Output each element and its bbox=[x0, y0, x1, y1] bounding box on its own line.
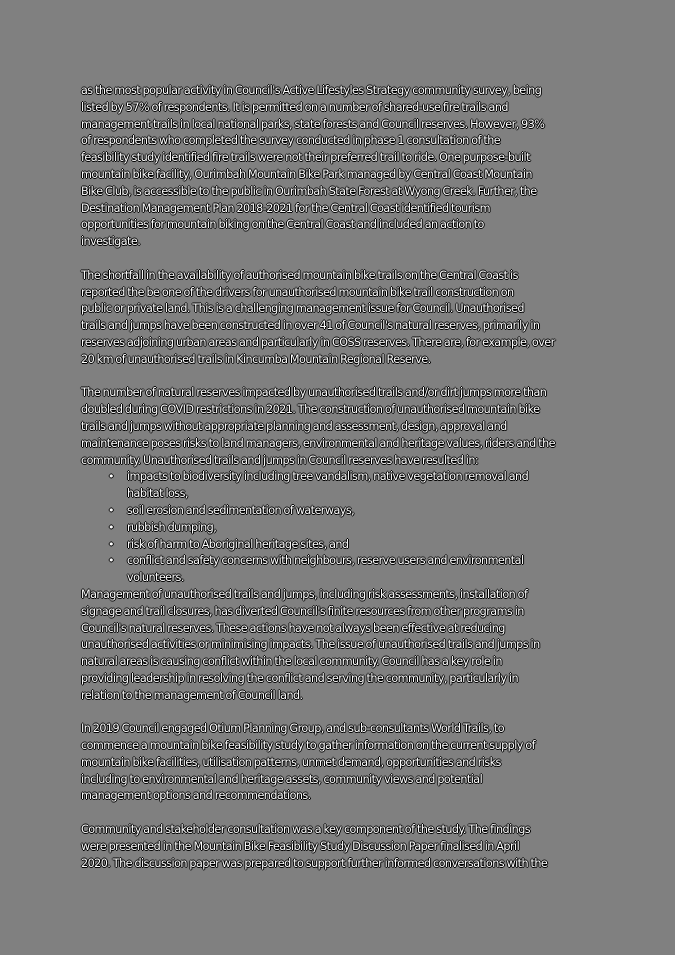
text-line: 20 km of unauthorised trails in Kincumba Mountain Regional Reserve. bbox=[81, 352, 431, 366]
text-line: community. Unauthorised trails and jumps in Council reserves have resulted in: bbox=[81, 453, 479, 467]
text-line: trails and jumps have been constructed in over 41 of Council's natural reserves, primarily in bbox=[81, 319, 540, 333]
list-item bbox=[108, 553, 601, 587]
text-line: rubbish dumping, bbox=[127, 520, 217, 534]
text-line: Council's natural reserves. These actions have not always been effective at reducing bbox=[81, 621, 505, 635]
paragraph-consultation bbox=[81, 822, 601, 872]
text-line: management trails in local national parks, state forests and Council reserves. However, 93% bbox=[81, 117, 545, 131]
text-line: relation to the management of Council land. bbox=[81, 688, 303, 702]
list-item bbox=[108, 520, 601, 537]
text-line: Destination Management Plan 2018-2021 for the Central Coast identified tourism bbox=[81, 201, 490, 215]
text-line: In 2019 Council engaged Otium Planning Group, and sub-consultants World Trails, to bbox=[81, 722, 504, 736]
text-line: reserves adjoining urban areas and particularly in COSS reserves. There are, for example, over bbox=[81, 335, 555, 349]
text-line: were presented in the Mountain Bike Feasibility Study Discussion Paper finalised in April bbox=[81, 839, 520, 853]
impacts-bullet-list bbox=[81, 469, 601, 587]
text-line: investigate. bbox=[81, 235, 141, 249]
text-line: trails and jumps without appropriate planning and assessment, design, approval and bbox=[81, 419, 507, 433]
bullet-icon: • bbox=[108, 503, 114, 517]
text-line: 2020. The discussion paper was prepared to support further informed conversations with the bbox=[81, 856, 548, 870]
text-line: including to environmental and heritage assets, community views and potential bbox=[81, 772, 483, 786]
list-item bbox=[108, 469, 601, 503]
paragraph-feasibility-study bbox=[81, 721, 601, 805]
text-line: management options and recommendations. bbox=[81, 789, 311, 803]
text-line: unauthorised activities or minimising impacts. The issue of unauthorised trails and jumps in bbox=[81, 638, 540, 652]
text-line: The number of natural reserves impacted by unauthorised trails and/or dirt jumps more than bbox=[81, 386, 547, 400]
text-line: The shortfall in the availability of authorised mountain bike trails on the Central Coast is bbox=[81, 268, 518, 282]
text-line: maintenance poses risks to land managers, environmental and heritage values, riders and the bbox=[81, 436, 555, 450]
list-item bbox=[108, 503, 601, 520]
text-line: volunteers. bbox=[127, 571, 184, 585]
text-line: natural areas is causing conflict within the local community. Council has a key role in bbox=[81, 655, 502, 669]
text-line: public or private land. This is a challenging management issue for Council. Unauthorised bbox=[81, 302, 524, 316]
paragraph-management-issues bbox=[81, 587, 601, 705]
text-line: habitat loss, bbox=[127, 487, 188, 501]
document-page bbox=[81, 83, 601, 889]
text-line: commence a mountain bike feasibility study to gather information on the current supply of bbox=[81, 739, 536, 753]
bullet-icon: • bbox=[108, 554, 114, 568]
text-line: doubled during COVID restrictions in 2021. The construction of unauthorised mountain bike bbox=[81, 403, 540, 417]
text-line: soil erosion and sedimentation of waterways, bbox=[127, 503, 355, 517]
text-line: opportunities for mountain biking on the Central Coast and included an action to bbox=[81, 218, 484, 232]
text-line: signage and trail closures, has diverted Council's finite resources from other programs in bbox=[81, 604, 524, 618]
text-line: listed by 57% of respondents. It is permitted on a number of shared-use fire trails and bbox=[81, 100, 508, 114]
text-line: conflict and safety concerns with neighbours, reserve users and environmental bbox=[127, 554, 524, 568]
text-line: Bike Club, is accessible to the public in Ourimbah State Forest at Wyong Creek. Further, the bbox=[81, 184, 537, 198]
bullet-icon: • bbox=[108, 520, 114, 534]
paragraph-covid-impacts bbox=[81, 385, 601, 469]
text-line: feasibility study identified fire trails were not their preferred trail to ride. One purpose-built bbox=[81, 151, 530, 165]
text-line: reported the be one of the drivers for unauthorised mountain bike trail construction on bbox=[81, 285, 514, 299]
text-line: Community and stakeholder consultation was a key component of the study. The findings bbox=[81, 823, 531, 837]
bullet-icon: • bbox=[108, 470, 114, 484]
paragraph-survey-results bbox=[81, 83, 601, 251]
text-line: mountain bike facilities, utilisation patterns, unmet demand, opportunities and risks bbox=[81, 755, 501, 769]
bullet-icon: • bbox=[108, 537, 114, 551]
paragraph-trail-shortfall bbox=[81, 268, 601, 369]
text-line: of respondents who completed the survey conducted in phase 1 consultation of the bbox=[81, 134, 501, 148]
text-line: Management of unauthorised trails and jumps, including risk assessments, installation of bbox=[81, 587, 528, 601]
list-item bbox=[108, 537, 601, 554]
text-line: mountain bike facility, Ourimbah Mountain Bike Park managed by Central Coast Mountain bbox=[81, 167, 532, 181]
text-line: providing leadership in resolving the conflict and serving the community, particularly in bbox=[81, 671, 519, 685]
text-line: risk of harm to Aboriginal heritage sites, and bbox=[127, 537, 349, 551]
text-line: impacts to biodiversity including tree vandalism, native vegetation removal and bbox=[127, 470, 529, 484]
text-line: as the most popular activity in Council's Active Lifestyles Strategy community survey, being bbox=[81, 84, 542, 97]
